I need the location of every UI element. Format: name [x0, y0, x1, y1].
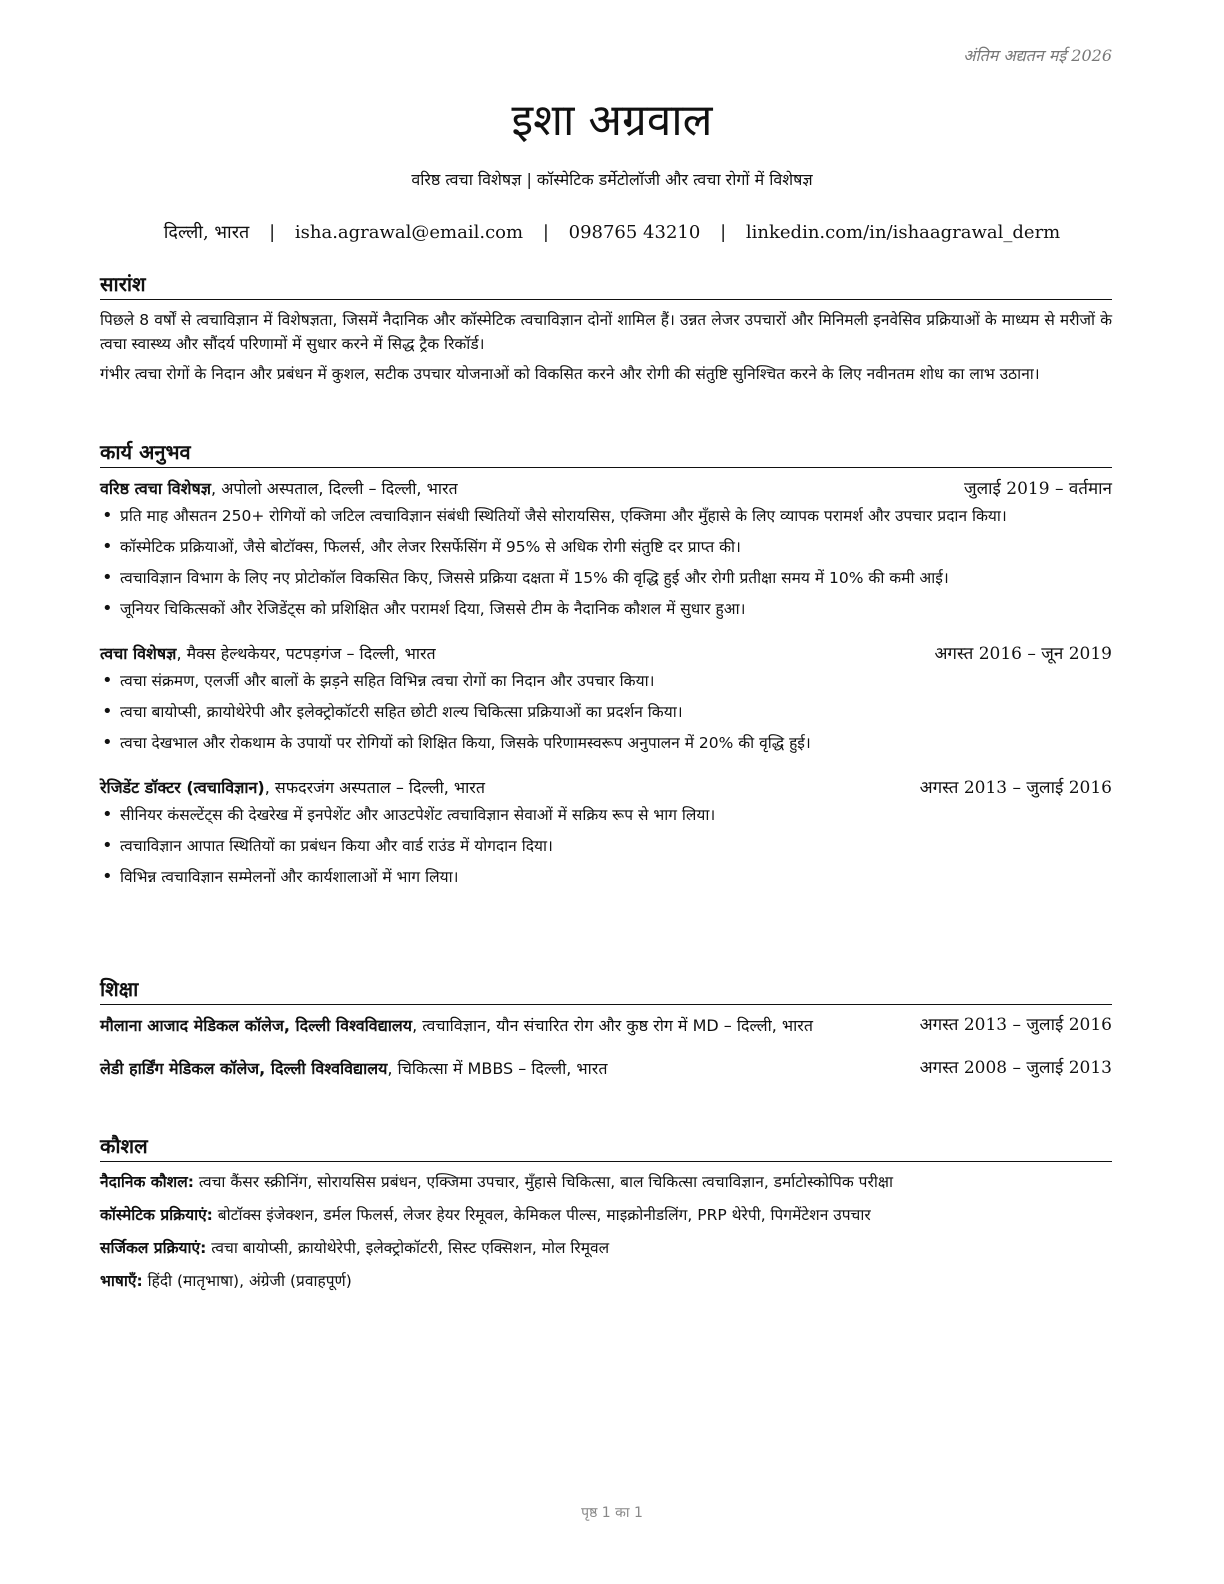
section-title-education: शिक्षा	[100, 975, 1112, 1005]
tagline: वरिष्ठ त्वचा विशेषज्ञ | कॉस्मेटिक डर्मेटोलॉजी और त्वचा रोगों में विशेषज्ञ	[411, 170, 813, 189]
job-bullets	[100, 803, 1112, 889]
list-item: • त्वचा देखभाल और रोकथाम के उपायों पर रोगियों को शिक्षित किया, जिसके परिणामस्वरूप अनुपालन में 20% की वृद्धि हुई।	[120, 731, 1112, 755]
contact-separator: |	[542, 222, 549, 243]
contact-separator: |	[269, 222, 276, 243]
job-header	[100, 775, 1112, 801]
job-bullets	[100, 669, 1112, 755]
summary-paragraph: पिछले 8 वर्षों से त्वचाविज्ञान में विशेषज्ञता, जिसमें नैदानिक और कॉस्मेटिक त्वचाविज्ञान दोनों शामिल हैं। उन्नत लेजर उपचारों और मिनिमली इनवेसिव प्रक्रियाओं के माध्यम से मरीजों के त्वचा स्वास्थ्य और सौंदर्य परिणामों में सुधार करने में सिद्ध ट्रैक रिकॉर्ड।	[100, 311, 1112, 353]
job-role: रेजिडेंट डॉक्टर (त्वचाविज्ञान)	[100, 778, 265, 797]
list-item: • कॉस्मेटिक प्रक्रियाओं, जैसे बोटॉक्स, फिलर्स, और लेजर रिसर्फेसिंग में 95% से अधिक रोगी संतुष्टि दर प्राप्त की।	[120, 535, 1112, 559]
list-item: • जूनियर चिकित्सकों और रेजिडेंट्स को प्रशिक्षित और परामर्श दिया, जिससे टीम के नैदानिक कौशल में सुधार हुआ।	[120, 597, 1112, 621]
contact-phone: 098765 43210	[568, 222, 701, 243]
job-bullets	[100, 504, 1112, 621]
list-item: • विभिन्न त्वचाविज्ञान सम्मेलनों और कार्यशालाओं में भाग लिया।	[120, 865, 1112, 889]
job-header	[100, 641, 1112, 667]
contact-line	[0, 220, 1224, 244]
contact-separator: |	[720, 222, 727, 243]
skill-value: त्वचा कैंसर स्क्रीनिंग, सोरायसिस प्रबंधन, एक्जिमा उपचार, मुँहासे चिकित्सा, बाल चिकित्सा त्वचाविज्ञान, डर्माटोस्कोपिक परीक्षा	[193, 1173, 893, 1191]
skill-value: बोटॉक्स इंजेक्शन, डर्मल फिलर्स, लेजर हेयर रिमूवल, केमिकल पील्स, माइक्रोनीडलिंग, PRP थेरेपी, पिगमेंटेशन उपचार	[212, 1206, 871, 1224]
education-entry	[100, 1056, 1112, 1081]
summary-section	[100, 270, 1112, 392]
list-item: • त्वचाविज्ञान आपात स्थितियों का प्रबंधन किया और वार्ड राउंड में योगदान दिया।	[120, 834, 1112, 858]
job-org: , अपोलो अस्पताल, दिल्ली – दिल्ली, भारत	[211, 479, 458, 498]
education-institution: लेडी हार्डिंग मेडिकल कॉलेज, दिल्ली विश्वविद्यालय	[100, 1059, 388, 1078]
last-updated: अंतिम अद्यतन मई 2026	[963, 46, 1112, 65]
job-role: वरिष्ठ त्वचा विशेषज्ञ	[100, 479, 212, 498]
skill-line	[100, 1236, 1112, 1260]
section-title-experience: कार्य अनुभव	[100, 438, 1112, 468]
skill-label: सर्जिकल प्रक्रियाएं:	[100, 1239, 207, 1257]
skill-value: त्वचा बायोप्सी, क्रायोथेरेपी, इलेक्ट्रोकॉटरी, सिस्ट एक्सिशन, मोल रिमूवल	[206, 1239, 610, 1257]
job-header	[100, 476, 1112, 502]
job-date: अगस्त 2016 – जून 2019	[934, 644, 1112, 664]
skill-label: कॉस्मेटिक प्रक्रियाएं:	[100, 1206, 213, 1224]
page-footer: पृष्ठ 1 का 1	[581, 1505, 643, 1521]
job-entry	[100, 775, 1112, 889]
job-entry	[100, 476, 1112, 621]
contact-email[interactable]: isha.agrawal@email.com	[294, 222, 524, 243]
list-item: • प्रति माह औसतन 250+ रोगियों को जटिल त्वचाविज्ञान संबंधी स्थितियों जैसे सोरायसिस, एक्जिमा और मुँहासे के लिए व्यापक परामर्श और उपचार प्रदान किया।	[120, 504, 1112, 528]
contact-location: दिल्ली, भारत	[163, 222, 250, 243]
skill-label: नैदानिक कौशल:	[100, 1173, 194, 1191]
skill-value: हिंदी (मातृभाषा), अंग्रेजी (प्रवाहपूर्ण)	[142, 1272, 352, 1290]
job-entry	[100, 641, 1112, 755]
education-date: अगस्त 2008 – जुलाई 2013	[919, 1058, 1112, 1078]
skills-section	[100, 1132, 1112, 1302]
job-org: , सफदरजंग अस्पताल – दिल्ली, भारत	[264, 778, 485, 797]
contact-linkedin[interactable]: linkedin.com/in/ishaagrawal_derm	[745, 222, 1061, 243]
job-date: अगस्त 2013 – जुलाई 2016	[919, 778, 1112, 798]
skill-label: भाषाएँ:	[100, 1272, 143, 1290]
education-date: अगस्त 2013 – जुलाई 2016	[919, 1015, 1112, 1035]
candidate-name: इशा अग्रवाल	[511, 95, 713, 146]
education-section	[100, 975, 1112, 1081]
section-title-skills: कौशल	[100, 1132, 1112, 1162]
list-item: • सीनियर कंसल्टेंट्स की देखरेख में इनपेशेंट और आउटपेशेंट त्वचाविज्ञान सेवाओं में सक्रिय रूप से भाग लिया।	[120, 803, 1112, 827]
experience-section	[100, 438, 1112, 896]
job-org: , मैक्स हेल्थकेयर, पटपड़गंज – दिल्ली, भारत	[176, 644, 436, 663]
job-date: जुलाई 2019 – वर्तमान	[963, 479, 1112, 499]
summary-paragraph: गंभीर त्वचा रोगों के निदान और प्रबंधन में कुशल, सटीक उपचार योजनाओं को विकसित करने और रोगी की संतुष्टि सुनिश्चित करने के लिए नवीनतम शोध का लाभ उठाना।	[100, 365, 1040, 383]
skill-line	[100, 1269, 1112, 1293]
education-detail: , चिकित्सा में MBBS – दिल्ली, भारत	[387, 1059, 608, 1078]
skill-line	[100, 1203, 1112, 1227]
education-institution: मौलाना आजाद मेडिकल कॉलेज, दिल्ली विश्वविद्यालय	[100, 1016, 413, 1035]
list-item: • त्वचा संक्रमण, एलर्जी और बालों के झड़ने सहित विभिन्न त्वचा रोगों का निदान और उपचार किया।	[120, 669, 1112, 693]
job-role: त्वचा विशेषज्ञ	[100, 644, 177, 663]
skill-line	[100, 1170, 1112, 1194]
section-title-summary: सारांश	[100, 270, 1112, 300]
education-entry	[100, 1013, 1112, 1038]
education-detail: , त्वचाविज्ञान, यौन संचारित रोग और कुष्ठ रोग में MD – दिल्ली, भारत	[412, 1016, 813, 1035]
list-item: • त्वचाविज्ञान विभाग के लिए नए प्रोटोकॉल विकसित किए, जिससे प्रक्रिया दक्षता में 15% की वृद्धि हुई और रोगी प्रतीक्षा समय में 10% की कमी आई।	[120, 566, 1112, 590]
list-item: • त्वचा बायोप्सी, क्रायोथेरेपी और इलेक्ट्रोकॉटरी सहित छोटी शल्य चिकित्सा प्रक्रियाओं का प्रदर्शन किया।	[120, 700, 1112, 724]
